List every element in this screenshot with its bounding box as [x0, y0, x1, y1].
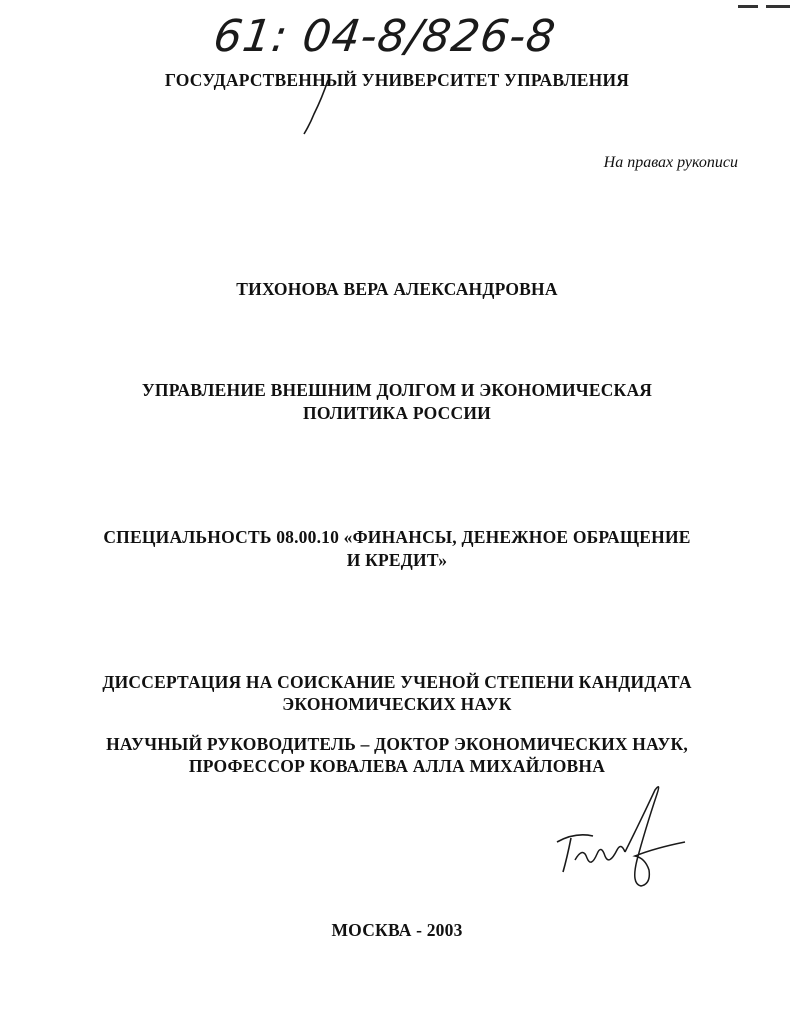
supervisor-signature [545, 780, 695, 905]
university-name: ГОСУДАРСТВЕННЫЙ УНИВЕРСИТЕТ УПРАВЛЕНИЯ [164, 70, 630, 90]
degree-line-1: ДИССЕРТАЦИЯ НА СОИСКАНИЕ УЧЕНОЙ СТЕПЕНИ КАНДИДАТА [102, 672, 692, 692]
thesis-title-line-2: ПОЛИТИКА РОССИИ [303, 403, 491, 423]
city-year: МОСКВА - 2003 [331, 920, 463, 940]
specialty-line-2: И КРЕДИТ» [346, 550, 448, 570]
manuscript-note: На правах рукописи [603, 154, 738, 171]
supervisor-line-2: ПРОФЕССОР КОВАЛЕВА АЛЛА МИХАЙЛОВНА [188, 756, 606, 776]
handwritten-archive-code: 61: 04-8/826-8 [210, 11, 559, 62]
specialty-line-1: СПЕЦИАЛЬНОСТЬ 08.00.10 «ФИНАНСЫ, ДЕНЕЖНОЕ ОБРАЩЕНИЕ [103, 527, 691, 547]
thesis-title-line-1: УПРАВЛЕНИЕ ВНЕШНИМ ДОЛГОМ И ЭКОНОМИЧЕСКАЯ [141, 380, 653, 400]
author-name: ТИХОНОВА ВЕРА АЛЕКСАНДРОВНА [236, 279, 558, 299]
degree-line-2: ЭКОНОМИЧЕСКИХ НАУК [282, 694, 512, 714]
supervisor-line-1: НАУЧНЫЙ РУКОВОДИТЕЛЬ – ДОКТОР ЭКОНОМИЧЕСКИХ НАУК, [106, 734, 688, 754]
scan-corner-mark [734, 0, 794, 18]
